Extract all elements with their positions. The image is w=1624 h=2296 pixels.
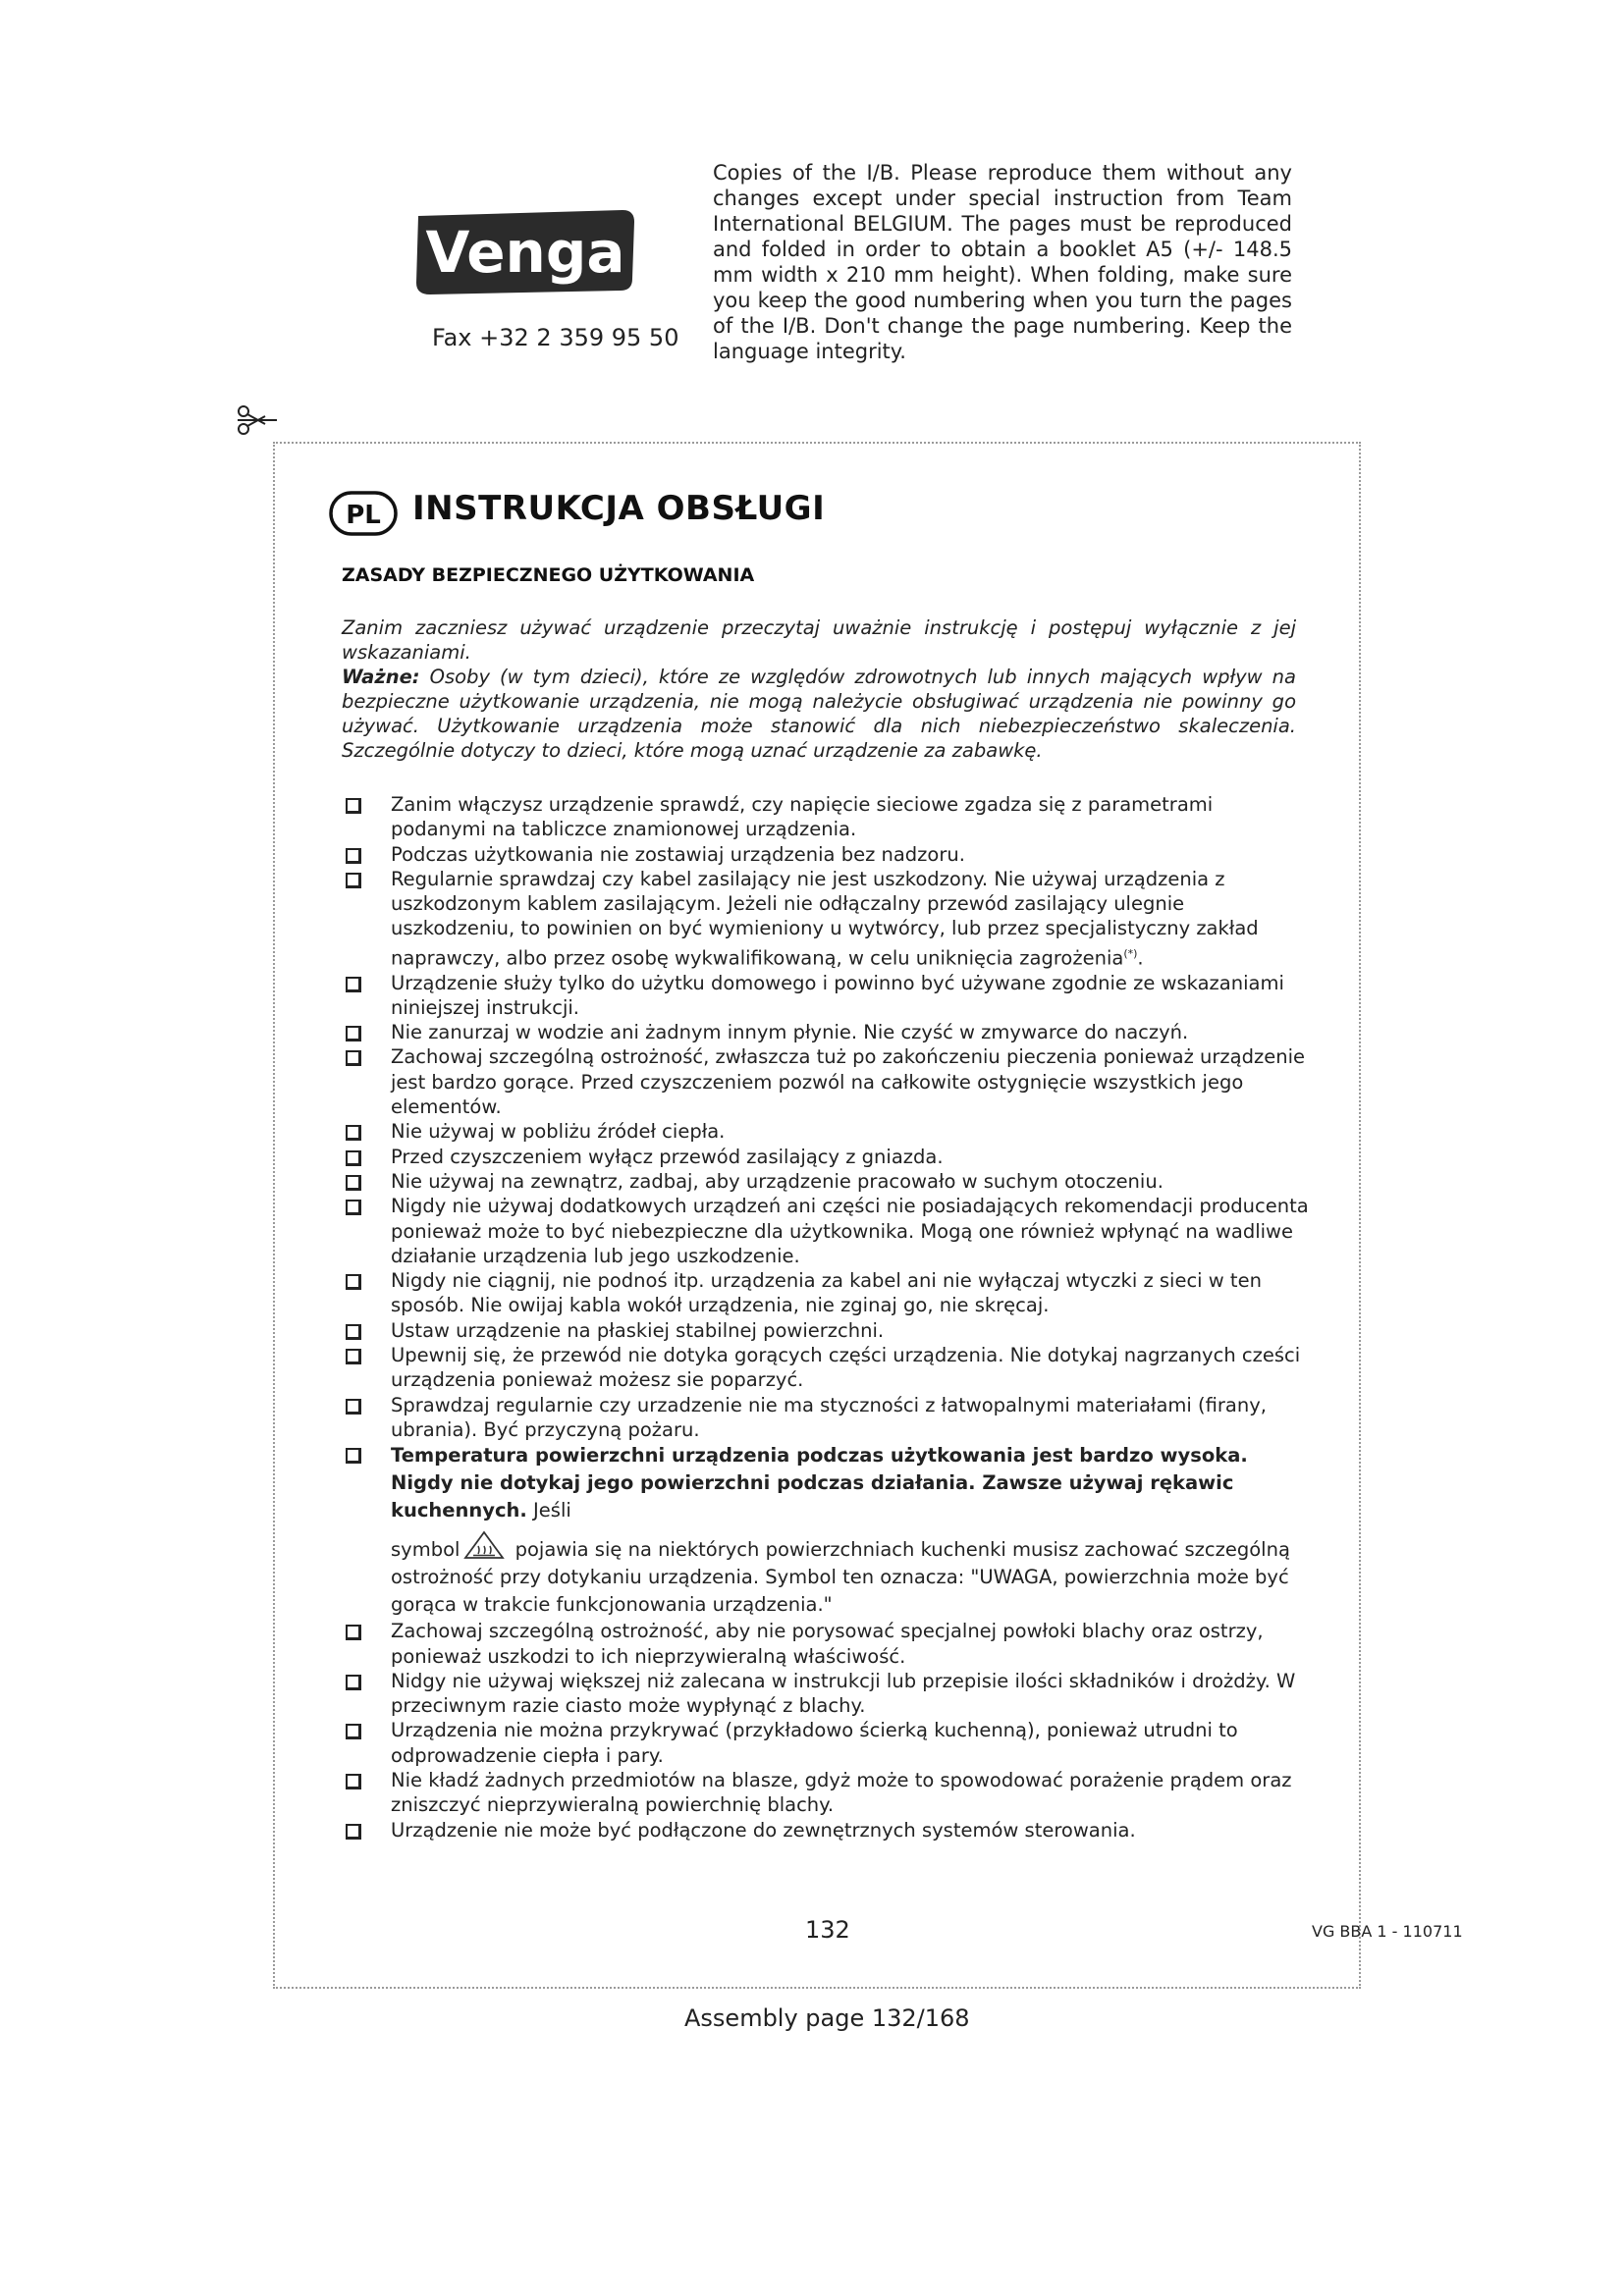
checkbox-bullet-icon [346,1625,361,1640]
model-code: VG BBA 1 - 110711 [1312,1922,1463,1941]
list-item: Urządzenie służy tylko do użytku domowego i powinno być używane zgodnie ze wskazaniami niniejszej instrukcji. [342,971,1309,1021]
important-paragraph [342,665,1296,763]
list-item: Podczas użytkowania nie zostawiaj urządzenia bez nadzoru. [342,842,1309,867]
list-item: Nie kładź żadnych przedmiotów na blasze, gdyż może to spowodować porażenie prądem oraz zniszczyć nieprzywieralną powierchnię blachy. [342,1768,1309,1818]
list-item: Urządzenia nie można przykrywać (przykładowo ścierką kuchenną), ponieważ utrudni to odprowadzenie ciepła i pary. [342,1718,1309,1768]
intro-text [342,615,1296,763]
checkbox-bullet-icon [346,1274,361,1290]
checkbox-bullet-icon [346,1724,361,1739]
list-item: Nie używaj w pobliżu źródeł ciepła. [342,1119,1309,1144]
checkbox-bullet-icon [346,1324,361,1340]
checkbox-bullet-icon [346,1448,361,1464]
checkbox-bullet-icon [346,1399,361,1415]
scissors-icon [236,404,279,436]
language-badge-text: PL [346,501,381,530]
checkbox-bullet-icon [346,1824,361,1840]
checkbox-bullet-icon [346,1675,361,1690]
page-number: 132 [805,1916,850,1944]
list-item: Nigdy nie używaj dodatkowych urządzeń ani części nie posiadających rekomendacji producenta ponieważ może to być niebezpieczne dla użytkownika. Mogą one również wpłynąć na wadliwe działanie urządzenia lub jego uszkodzenie. [342,1194,1309,1268]
checkbox-bullet-icon [346,1774,361,1789]
intro-paragraph: Zanim zaczniesz używać urządzenie przeczytaj uważnie instrukcję i postępuj wyłącznie z jej wskazaniami. [342,616,1296,664]
important-text: Osoby (w tym dzieci), które ze względów zdrowotnych lub innych mających wpływ na bezpieczne użytkowanie urządzenia, nie mogą należycie obsługiwać urządzenia nie powinny go używać. Użytkowanie urządzenia może stanowić dla nich niebezpieczeństwo skaleczenia. Szczególnie dotyczy to dzieci, które mogą uznać urządzenie za zabawkę. [342,666,1296,762]
checkbox-bullet-icon [346,1026,361,1041]
footnote-marker: (*) [1123,946,1138,960]
list-item: Zachowaj szczególną ostrożność, zwłaszcza tuż po zakończeniu pieczenia ponieważ urządzenie jest bardzo gorące. Przed czyszczeniem pozwól na całkowite ostygnięcie wszystkich jego elementów. [342,1044,1309,1119]
list-item: Zanim włączysz urządzenie sprawdź, czy napięcie sieciowe zgadza się z parametrami podanymi na tabliczce znamionowej urządzenia. [342,792,1309,842]
list-item: Zachowaj szczególną ostrożność, aby nie porysować specjalnej powłoki blachy oraz ostrzy, ponieważ uszkodzi to ich nieprzywieralną właściwość. [342,1619,1309,1669]
list-item: Ustaw urządzenie na płaskiej stabilnej powierzchni. [342,1318,1309,1343]
checkbox-bullet-icon [346,1125,361,1141]
important-label: Ważne: [342,666,420,688]
fax-number: Fax +32 2 359 95 50 [432,324,679,351]
logo-text: Venga [425,219,625,286]
page-title: INSTRUKCJA OBSŁUGI [412,489,826,528]
list-item: Regularnie sprawdzaj czy kabel zasilający nie jest uszkodzony. Nie używaj urządzenia z uszkodzonym kablem zasilającym. Jeżeli nie odłączalny przewód zasilający ulegnie uszkodzeniu, to powinien on być wymieniony u wytwórcy, lub przez specjalistyczny zakład naprawczy, albo przez osobę wykwalifikowaną, w celu uniknięcia zagrożenia(*). [342,867,1309,971]
list-item: Nigdy nie ciągnij, nie podnoś itp. urządzenia za kabel ani nie wyłączaj wtyczki z sieci w ten sposób. Nie owijaj kabla wokół urządzenia, nie zginaj go, nie skręcaj. [342,1268,1309,1318]
checkbox-bullet-icon [346,1349,361,1364]
list-item: Nidgy nie używaj większej niż zalecana w instrukcji lub przepisie ilości składników i drożdży. W przeciwnym razie ciasto może wypłynąć z blachy. [342,1669,1309,1719]
safety-list [342,792,1309,1842]
checkbox-bullet-icon [346,1150,361,1166]
hot-surface-symbol-line: symbol pojawia się na niektórych powierzchniach kuchenki musisz zachować szczególną ostrożność przy dotykaniu urządzenia. Symbol ten oznacza: "UWAGA, powierzchnia może być gorąca w trakcie funkcjonowania urządzenia." [391,1530,1309,1619]
language-badge [328,490,399,537]
checkbox-bullet-icon [346,798,361,814]
list-item: Upewnij się, że przewód nie dotyka gorących części urządzenia. Nie dotykaj nagrzanych cześci urządzenia ponieważ możesz sie poparzyć. [342,1343,1309,1393]
list-item: Przed czyszczeniem wyłącz przewód zasilający z gniazda. [342,1145,1309,1169]
checkbox-bullet-icon [346,873,361,888]
checkbox-bullet-icon [346,977,361,992]
assembly-page-label: Assembly page 132/168 [684,2004,970,2032]
checkbox-bullet-icon [346,1175,361,1191]
list-item: Sprawdzaj regularnie czy urzadzenie nie ma styczności z łatwopalnymi materiałami (firany, ubrania). Być przyczyną pożaru. [342,1393,1309,1443]
venga-logo [412,206,638,296]
list-item-warning: Temperatura powierzchni urządzenia podczas użytkowania jest bardzo wysoka. Nigdy nie dotykaj jego powierzchni podczas działania. Zawsze używaj rękawic kuchennych. Jeśli symbol pojawia się na niektórych powierzchniach kuchenki musisz zachować szczególną ostrożność przy dotykaniu urządzenia. Symbol ten oznacza: "UWAGA, powierzchnia może być gorąca w trakcie funkcjonowania urządzenia." [342,1442,1309,1619]
section-heading: ZASADY BEZPIECZNEGO UŻYTKOWANIA [342,564,755,586]
copies-note: Copies of the I/B. Please reproduce them without any changes except under special instruction from Team International BELGIUM. The pages must be reproduced and folded in order to obtain a booklet A5 (+/- 148.5 mm width x 210 mm height). When folding, make sure you keep the good numbering when you turn the pages of the I/B. Don't change the page numbering. Keep the language integrity. [713,161,1292,363]
checkbox-bullet-icon [346,848,361,864]
list-item: Urządzenie nie może być podłączone do zewnętrznych systemów sterowania. [342,1818,1309,1842]
list-item: Nie używaj na zewnątrz, zadbaj, aby urządzenie pracowało w suchym otoczeniu. [342,1169,1309,1194]
checkbox-bullet-icon [346,1200,361,1215]
hot-surface-warning-icon [463,1530,505,1560]
list-item: Nie zanurzaj w wodzie ani żadnym innym płynie. Nie czyść w zmywarce do naczyń. [342,1020,1309,1044]
checkbox-bullet-icon [346,1050,361,1066]
